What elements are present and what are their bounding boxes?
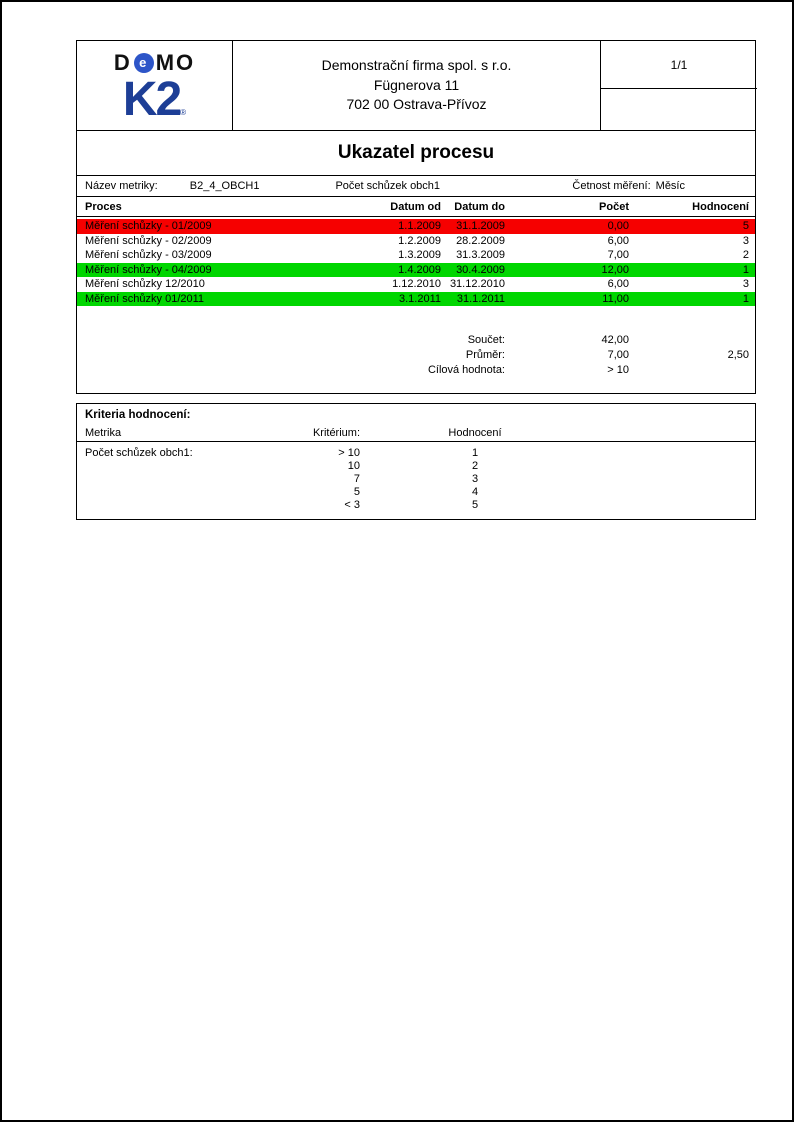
- header-hodnoceni: Hodnocení: [692, 200, 749, 213]
- cell-pocet: 7,00: [607, 249, 629, 262]
- criteria-kriterium: 7: [353, 472, 360, 485]
- criteria-row: [77, 472, 755, 485]
- summary-value: 42,00: [601, 333, 629, 346]
- metric-strip: [76, 176, 756, 197]
- criteria-hodnoceni: 5: [471, 498, 479, 511]
- criteria-kriterium: < 3: [344, 498, 360, 511]
- header-proces: Proces: [85, 200, 122, 213]
- report-header: [76, 40, 756, 131]
- criteria-hodnoceni: 4: [471, 485, 479, 498]
- summary-value: > 10: [607, 363, 629, 376]
- criteria-row: [77, 498, 755, 511]
- cell-datum-od: 1.3.2009: [398, 249, 441, 262]
- criteria-section: [76, 403, 756, 520]
- cell-datum-od: 1.4.2009: [398, 263, 441, 276]
- cell-hodnoceni: 2: [742, 249, 749, 262]
- frequency-value: Měsíc: [655, 180, 685, 192]
- cell-datum-od: 1.2.2009: [398, 234, 441, 247]
- cell-pocet: 6,00: [607, 234, 629, 247]
- cell-pocet: 12,00: [601, 263, 629, 276]
- cell-datum-od: 3.1.2011: [398, 292, 441, 305]
- company-address: [233, 41, 601, 130]
- page-number: 1/1: [601, 41, 757, 89]
- cell-datum-do: 31.1.2009: [456, 220, 505, 233]
- demo-e-icon: e: [134, 53, 154, 73]
- criteria-hodnoceni: 3: [471, 472, 479, 485]
- page-number-cell: [601, 41, 757, 130]
- summary-label: Cílová hodnota:: [427, 363, 505, 376]
- cell-datum-do: 31.3.2009: [456, 249, 505, 262]
- criteria-header-kriterium: Kritérium:: [312, 427, 360, 439]
- criteria-hodnoceni: 2: [471, 459, 479, 472]
- cell-datum-do: 31.1.2011: [456, 292, 505, 305]
- report-title: Ukazatel procesu: [76, 131, 756, 176]
- cell-datum-od: 1.1.2009: [398, 220, 441, 233]
- cell-pocet: 6,00: [607, 278, 629, 291]
- summary-row-prumer: [77, 347, 755, 362]
- frequency-label: Četnost měření:: [572, 180, 651, 192]
- process-table: [76, 197, 756, 394]
- company-city: 702 00 Ostrava-Přívoz: [346, 96, 487, 113]
- cell-hodnoceni: 3: [742, 278, 749, 291]
- company-logo: [77, 41, 233, 130]
- criteria-row: [77, 485, 755, 498]
- summary-label: Součet:: [467, 333, 505, 346]
- cell-datum-do: 30.4.2009: [456, 263, 505, 276]
- criteria-header-hodnoceni: Hodnocení: [448, 427, 502, 439]
- summary-extra: 2,50: [727, 348, 749, 361]
- cell-proces: Měření schůzky - 04/2009: [85, 263, 212, 276]
- table-row: [77, 263, 755, 278]
- report-content: [76, 40, 756, 520]
- metric-name: Počet schůzek obch1: [335, 180, 441, 192]
- table-row: [77, 292, 755, 307]
- criteria-row: [77, 459, 755, 472]
- summary-block: [77, 332, 755, 377]
- cell-hodnoceni: 1: [742, 263, 749, 276]
- metric-code: B2_4_OBCH1: [189, 180, 260, 192]
- header-datum-do: Datum do: [454, 200, 505, 213]
- cell-hodnoceni: 5: [742, 220, 749, 233]
- criteria-hodnoceni: 1: [471, 446, 479, 459]
- cell-datum-do: 31.12.2010: [449, 278, 505, 291]
- criteria-kriterium: 5: [353, 485, 360, 498]
- criteria-kriterium: > 10: [338, 446, 360, 459]
- cell-hodnoceni: 3: [742, 234, 749, 247]
- metric-frequency: [572, 180, 747, 192]
- table-row: [77, 248, 755, 263]
- criteria-header-row: [77, 425, 755, 442]
- demo-logo-left: D: [113, 49, 132, 75]
- criteria-metric-name: Počet schůzek obch1:: [85, 446, 193, 459]
- criteria-row: [77, 446, 755, 459]
- cell-proces: Měření schůzky - 02/2009: [85, 234, 212, 247]
- summary-label: Průměr:: [465, 348, 505, 361]
- cell-proces: Měření schůzky - 03/2009: [85, 249, 212, 262]
- company-street: Fügnerova 11: [373, 76, 460, 93]
- criteria-header-metrika: Metrika: [85, 427, 122, 439]
- k2-logo-text: K2: [122, 72, 181, 126]
- cell-datum-do: 28.2.2009: [456, 234, 505, 247]
- criteria-kriterium: 10: [347, 459, 360, 472]
- cell-pocet: 11,00: [602, 292, 629, 305]
- demo-logo-right: MO: [155, 49, 196, 75]
- cell-pocet: 0,00: [607, 220, 629, 233]
- cell-hodnoceni: 1: [742, 292, 749, 305]
- summary-row-cilova-hodnota: [77, 362, 755, 377]
- criteria-title: Kriteria hodnocení:: [85, 409, 191, 421]
- header-datum-od: Datum od: [390, 200, 441, 213]
- table-row: [77, 234, 755, 249]
- metric-label: Název metriky:: [85, 180, 158, 192]
- summary-value: 7,00: [607, 348, 629, 361]
- table-row: [77, 277, 755, 292]
- k2-logo: [122, 72, 187, 126]
- table-row: [77, 219, 755, 234]
- company-name: Demonstrační firma spol. s r.o.: [321, 57, 512, 74]
- cell-datum-od: 1.12.2010: [392, 278, 441, 291]
- header-pocet: Počet: [599, 200, 629, 213]
- header-empty-cell: [601, 89, 757, 130]
- registered-mark: ®: [180, 107, 187, 117]
- table-header-row: [77, 197, 755, 217]
- cell-proces: Měření schůzky 01/2011: [85, 292, 205, 305]
- cell-proces: Měření schůzky - 01/2009: [85, 220, 212, 233]
- summary-row-soucet: [77, 332, 755, 347]
- cell-proces: Měření schůzky 12/2010: [85, 278, 205, 291]
